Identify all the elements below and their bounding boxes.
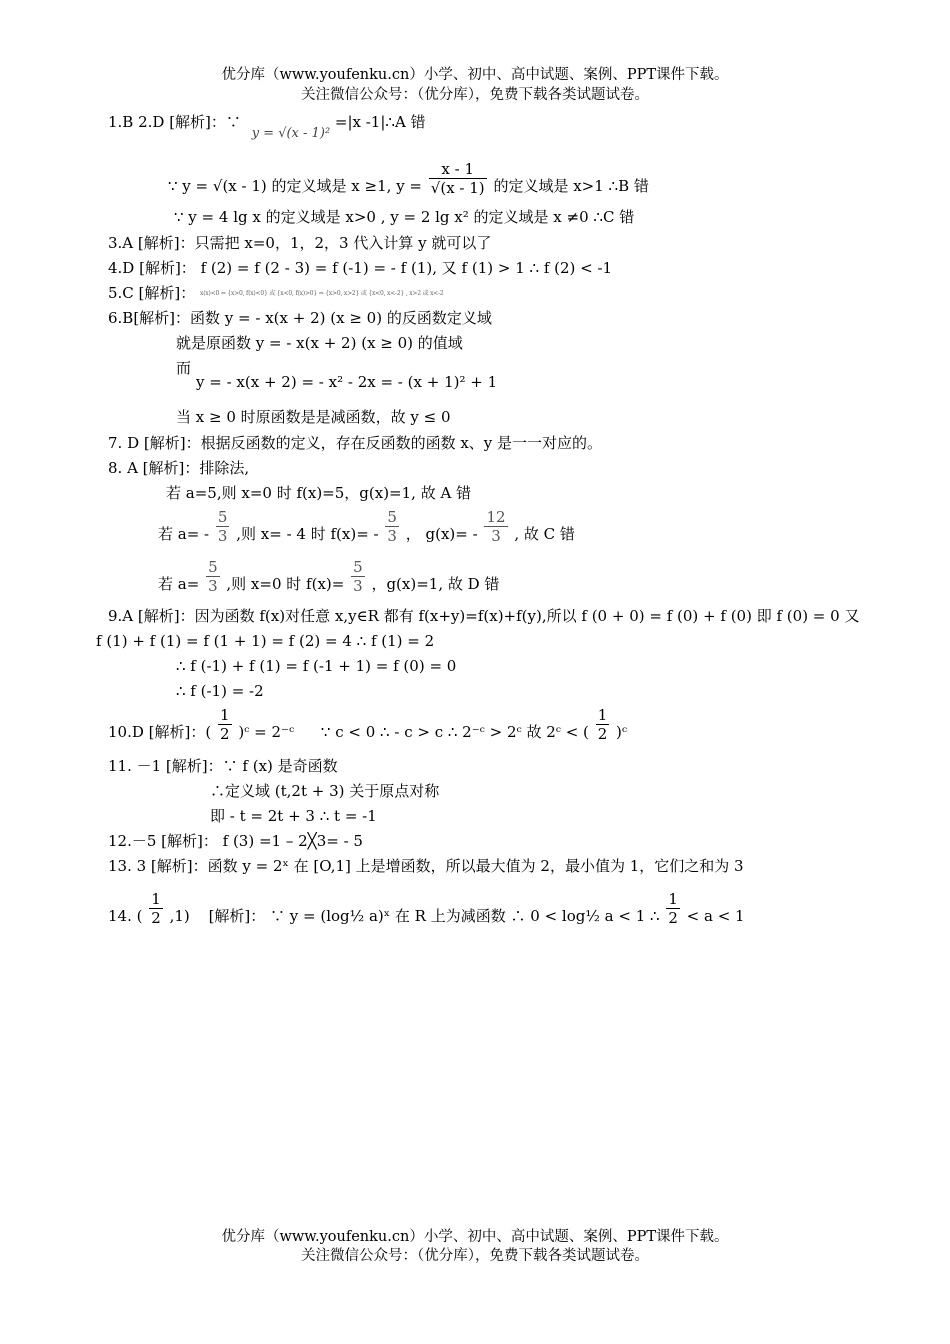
- frac-num: 5: [387, 508, 397, 526]
- frac-den: 3: [491, 527, 501, 545]
- header-line-1: 优分库（www.youfenku.cn）小学、初中、高中试题、案例、PPT课件下载。: [221, 67, 729, 83]
- q8-frac-12-3: [484, 508, 507, 545]
- q14-e: < a < 1: [686, 906, 745, 925]
- q6-line-5: 当 x ≥ 0 时原函数是是减函数，故 y ≤ 0: [176, 408, 451, 426]
- q14-frac-1-2-b: [666, 890, 680, 927]
- q1-line-3: ∵ y = 4 lg x 的定义域是 x>0 , y = 2 lg x² 的定义域是 x ≠0 ∴C 错: [174, 208, 635, 226]
- q8-l4-c: ，g(x)=1, 故 D 错: [371, 574, 500, 593]
- q11-line-2: ∴定义域 (t,2t + 3) 关于原点对称: [210, 782, 440, 800]
- q6-line-3: 而: [176, 359, 192, 377]
- q6-line-2: 就是原函数 y = - x(x + 2) (x ≥ 0) 的值域: [176, 334, 463, 352]
- q5-line: [108, 283, 444, 304]
- q9-line-3: ∴ f (-1) + f (1) = f (-1 + 1) = f (0) = 0: [176, 657, 457, 675]
- q11-line-3: 即 - t = 2t + 3 ∴ t = -1: [210, 807, 377, 825]
- q5-tiny-formula: x(x)<0 ⇔ {x>0, f(x)<0} 或 {x<0, f(x)>0} ⇔ {x>0, x>2} 或 {x<0, x<-2} , x>2 或 x<-2: [200, 290, 444, 297]
- frac-num: 5: [208, 558, 218, 576]
- q8-frac-5-3-b: [385, 508, 399, 545]
- q6-line-4: y = - x(x + 2) = - x² - 2x = - (x + 1)² + 1: [196, 373, 498, 391]
- q10-b: )ᶜ = 2⁻ᶜ: [238, 722, 295, 741]
- frac-num: 12: [486, 508, 506, 526]
- q10-c: ∵ c < 0 ∴ - c > c ∴ 2⁻ᶜ > 2ᶜ 故 2ᶜ < (: [320, 722, 589, 741]
- q13-line: 13. 3 [解析]：函数 y = 2ˣ 在 [O,1] 上是增函数，所以最大值为 2，最小值为 1，它们之和为 3: [108, 857, 744, 875]
- q1-line-1: [108, 112, 426, 141]
- q1-fraction-num: x - 1: [429, 160, 487, 179]
- q8-line-1: 8. A [解析]：排除法,: [108, 459, 250, 477]
- q14-b: (: [136, 906, 143, 925]
- q8-frac-5-3-d: [351, 558, 365, 595]
- q8-line-2: 若 a=5,则 x=0 时 f(x)=5，g(x)=1, 故 A 错: [166, 484, 472, 502]
- frac-den: 3: [387, 527, 397, 545]
- q12-line: 12.－5 [解析]： f (3) =1 – 2╳3= - 5: [108, 832, 363, 850]
- frac-den: 3: [217, 527, 228, 545]
- q10-frac-1-2-a: [218, 706, 232, 743]
- q10-a: 10.D [解析]：(: [108, 722, 212, 741]
- footer-line-1: 优分库（www.youfenku.cn）小学、初中、高中试题、案例、PPT课件下载。: [221, 1229, 729, 1245]
- frac-num: 1: [597, 706, 608, 724]
- q6-line-1: 6.B[解析]：函数 y = - x(x + 2) (x ≥ 0) 的反函数定义域: [108, 309, 492, 327]
- q8-l4-b: ,则 x=0 时 f(x)=: [226, 574, 345, 593]
- q1-fraction-den: √(x - 1): [430, 179, 485, 197]
- q11-line-1: 11. －1 [解析]：∵ f (x) 是奇函数: [108, 757, 338, 775]
- q8-line-3: [158, 508, 575, 545]
- frac-den: 2: [597, 725, 608, 743]
- q4-line: 4.D [解析]： f (2) = f (2 - 3) = f (-1) = - f (1), 又 f (1) > 1 ∴ f (2) < -1: [108, 259, 613, 277]
- q9-line-2: f (1) + f (1) = f (1 + 1) = f (2) = 4 ∴ f (1) = 2: [96, 632, 435, 650]
- frac-den: 2: [220, 725, 230, 743]
- q10-line: [108, 706, 627, 743]
- q14-line: [108, 890, 745, 927]
- footer-line-2: 关注微信公众号：（优分库），免费下载各类试题试卷。: [301, 1248, 649, 1264]
- frac-num: 5: [353, 558, 363, 576]
- header-line-2: 关注微信公众号：（优分库），免费下载各类试题试卷。: [301, 87, 649, 103]
- q10-d: )ᶜ: [616, 722, 628, 741]
- q9-line-4: ∴ f (-1) = -2: [176, 682, 264, 700]
- q1-y-eq: y =: [396, 176, 422, 195]
- q8-l3-c: ， g(x)= -: [405, 524, 478, 543]
- q8-frac-5-3-a: [216, 508, 230, 545]
- q1-domain-a: ∵ y = √(x - 1) 的定义域是 x ≥1,: [168, 176, 392, 195]
- q8-l4-a: 若 a=: [158, 574, 200, 593]
- q8-frac-5-3-c: [206, 558, 220, 595]
- q7-line: 7. D [解析]：根据反函数的定义，存在反函数的函数 x、y 是一一对应的。: [108, 434, 603, 452]
- q8-line-4: [158, 558, 499, 595]
- q10-frac-1-2-b: [596, 706, 610, 743]
- frac-den: 3: [353, 577, 363, 595]
- q1-line-2: [168, 160, 649, 197]
- q1-label: 1.B 2.D [解析]：∵: [108, 113, 241, 131]
- frac-num: 1: [220, 706, 230, 724]
- frac-den: 2: [668, 909, 678, 927]
- q9-line-1: 9.A [解析]：因为函数 f(x)对任意 x,y∈R 都有 f(x+y)=f(x)+f(y),所以 f (0 + 0) = f (0) + f (0) 即 f (0) = 0 又: [108, 607, 860, 625]
- q1-formula: y = √(x - 1)²: [251, 126, 331, 141]
- q14-frac-1-2-a: [149, 890, 163, 927]
- q14-a: 14.: [108, 906, 132, 925]
- frac-num: 1: [668, 890, 678, 908]
- q1-domain-b: 的定义域是 x>1 ∴B 错: [493, 176, 649, 195]
- q8-l3-b: ,则 x= - 4 时 f(x)= -: [236, 524, 379, 543]
- frac-den: 2: [151, 909, 161, 927]
- frac-num: 5: [217, 508, 228, 526]
- q1-fraction: [429, 160, 487, 197]
- q14-d: [解析]： ∵ y = (log½ a)ˣ 在 R 上为减函数 ∴ 0 < log½ a < 1 ∴: [208, 906, 660, 925]
- q5-label: 5.C [解析]：: [108, 284, 196, 302]
- frac-den: 3: [208, 577, 218, 595]
- q8-l3-d: , 故 C 错: [514, 524, 575, 543]
- q3-line: 3.A [解析]：只需把 x=0，1，2，3 代入计算 y 就可以了: [108, 234, 492, 252]
- q1-conclusion: =|x -1|∴A 错: [334, 113, 426, 131]
- frac-num: 1: [151, 890, 161, 908]
- q14-c: ,1): [169, 906, 190, 925]
- q8-l3-a: 若 a= -: [158, 524, 210, 543]
